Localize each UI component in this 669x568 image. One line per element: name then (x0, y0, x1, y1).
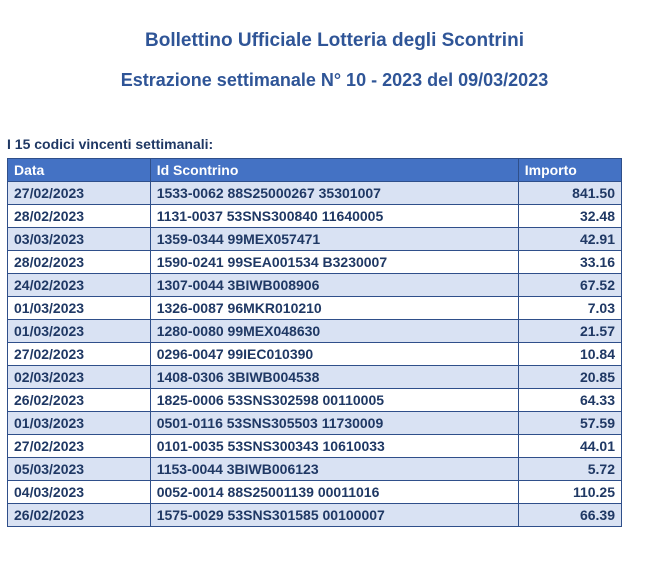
cell-id: 1825-0006 53SNS302598 00110005 (150, 389, 518, 412)
table-row (8, 274, 622, 297)
cell-id: 0101-0035 53SNS300343 10610033 (150, 435, 518, 458)
cell-date: 27/02/2023 (8, 182, 151, 205)
cell-amount: 32.48 (518, 205, 621, 228)
cell-id: 1131-0037 53SNS300840 11640005 (150, 205, 518, 228)
cell-date: 01/03/2023 (8, 297, 151, 320)
table-row (8, 389, 622, 412)
table-row (8, 228, 622, 251)
section-label: I 15 codici vincenti settimanali: (7, 136, 214, 152)
table-row (8, 205, 622, 228)
table-row (8, 343, 622, 366)
cell-amount: 110.25 (518, 481, 621, 504)
table-row (8, 182, 622, 205)
cell-id: 1575-0029 53SNS301585 00100007 (150, 504, 518, 527)
table-row (8, 297, 622, 320)
cell-amount: 841.50 (518, 182, 621, 205)
document-subtitle: Estrazione settimanale N° 10 - 2023 del 09/03/2023 (120, 70, 549, 90)
cell-id: 1280-0080 99MEX048630 (150, 320, 518, 343)
cell-amount: 44.01 (518, 435, 621, 458)
table-body (8, 182, 622, 527)
cell-id: 0296-0047 99IEC010390 (150, 343, 518, 366)
cell-amount: 33.16 (518, 251, 621, 274)
cell-date: 01/03/2023 (8, 412, 151, 435)
cell-date: 01/03/2023 (8, 320, 151, 343)
cell-date: 05/03/2023 (8, 458, 151, 481)
table-row (8, 481, 622, 504)
cell-date: 24/02/2023 (8, 274, 151, 297)
table-header-row (8, 159, 622, 182)
cell-date: 27/02/2023 (8, 343, 151, 366)
cell-date: 04/03/2023 (8, 481, 151, 504)
document-title: Bollettino Ufficiale Lotteria degli Scontrini (145, 30, 524, 51)
header-id: Id Scontrino (150, 159, 518, 182)
cell-date: 28/02/2023 (8, 205, 151, 228)
cell-date: 28/02/2023 (8, 251, 151, 274)
cell-amount: 42.91 (518, 228, 621, 251)
table-row (8, 251, 622, 274)
table-row (8, 412, 622, 435)
cell-id: 1153-0044 3BIWB006123 (150, 458, 518, 481)
cell-id: 1359-0344 99MEX057471 (150, 228, 518, 251)
cell-amount: 64.33 (518, 389, 621, 412)
cell-id: 1533-0062 88S25000267 35301007 (150, 182, 518, 205)
cell-date: 02/03/2023 (8, 366, 151, 389)
cell-id: 0501-0116 53SNS305503 11730009 (150, 412, 518, 435)
cell-date: 26/02/2023 (8, 504, 151, 527)
cell-id: 1326-0087 96MKR010210 (150, 297, 518, 320)
table-row (8, 366, 622, 389)
cell-id: 1590-0241 99SEA001534 B3230007 (150, 251, 518, 274)
header-amount: Importo (518, 159, 621, 182)
cell-date: 03/03/2023 (8, 228, 151, 251)
cell-date: 26/02/2023 (8, 389, 151, 412)
cell-amount: 10.84 (518, 343, 621, 366)
table-row (8, 458, 622, 481)
header-date: Data (8, 159, 151, 182)
cell-amount: 7.03 (518, 297, 621, 320)
cell-amount: 20.85 (518, 366, 621, 389)
cell-id: 1408-0306 3BIWB004538 (150, 366, 518, 389)
cell-amount: 57.59 (518, 412, 621, 435)
cell-id: 0052-0014 88S25001139 00011016 (150, 481, 518, 504)
cell-amount: 21.57 (518, 320, 621, 343)
table-row (8, 504, 622, 527)
cell-amount: 67.52 (518, 274, 621, 297)
table-row (8, 435, 622, 458)
cell-id: 1307-0044 3BIWB008906 (150, 274, 518, 297)
table-row (8, 320, 622, 343)
cell-amount: 66.39 (518, 504, 621, 527)
cell-date: 27/02/2023 (8, 435, 151, 458)
cell-amount: 5.72 (518, 458, 621, 481)
winning-codes-table (7, 158, 622, 527)
